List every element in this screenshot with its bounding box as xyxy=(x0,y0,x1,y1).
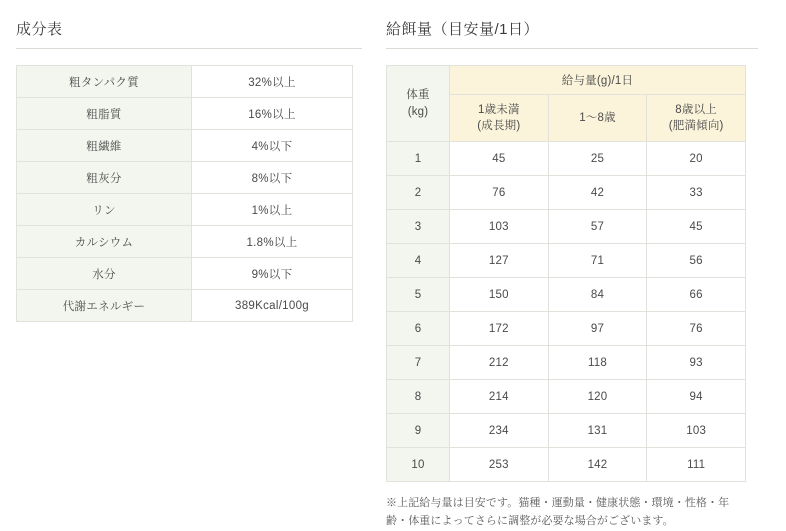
cell-over8: 93 xyxy=(647,346,746,380)
table-row xyxy=(387,414,746,448)
cell-under1: 172 xyxy=(450,312,549,346)
table-row xyxy=(387,312,746,346)
header-amount-span: 給与量(g)/1日 xyxy=(450,66,746,95)
table-row xyxy=(17,194,353,226)
cell-1to8: 131 xyxy=(548,414,647,448)
table-row xyxy=(387,176,746,210)
cell-over8: 94 xyxy=(647,380,746,414)
cell-under1: 214 xyxy=(450,380,549,414)
header-weight-line1: 体重 xyxy=(406,88,430,101)
row-weight: 5 xyxy=(387,278,450,312)
header-age-over8-line2: (肥満傾向) xyxy=(668,120,724,132)
header-weight-line2: (kg) xyxy=(407,105,429,118)
cell-over8: 111 xyxy=(647,448,746,482)
composition-label: 粗繊維 xyxy=(17,130,192,162)
table-row xyxy=(17,226,353,258)
header-age-under1-line1: 1歳未満 xyxy=(477,103,520,116)
row-weight: 8 xyxy=(387,380,450,414)
composition-value: 9%以下 xyxy=(192,258,353,290)
composition-label: カルシウム xyxy=(17,226,192,258)
composition-title: 成分表 xyxy=(16,18,362,49)
composition-value: 4%以下 xyxy=(192,130,353,162)
composition-value: 1%以上 xyxy=(192,194,353,226)
composition-label: 粗脂質 xyxy=(17,98,192,130)
composition-label: 粗タンパク質 xyxy=(17,66,192,98)
row-weight: 9 xyxy=(387,414,450,448)
cell-1to8: 120 xyxy=(548,380,647,414)
cell-over8: 56 xyxy=(647,244,746,278)
composition-value: 1.8%以上 xyxy=(192,226,353,258)
cell-1to8: 142 xyxy=(548,448,647,482)
header-age-under1 xyxy=(450,95,549,142)
cell-over8: 45 xyxy=(647,210,746,244)
row-weight: 6 xyxy=(387,312,450,346)
feeding-note: ※上記給与量は目安です。猫種・運動量・健康状態・環境・性格・年齢・体重によってさらに調整が必要な場合がございます。 xyxy=(386,497,730,527)
row-weight: 4 xyxy=(387,244,450,278)
cell-over8: 20 xyxy=(647,142,746,176)
cell-1to8: 97 xyxy=(548,312,647,346)
table-row xyxy=(387,244,746,278)
table-row xyxy=(387,278,746,312)
composition-label: リン xyxy=(17,194,192,226)
row-weight: 1 xyxy=(387,142,450,176)
row-weight: 3 xyxy=(387,210,450,244)
feeding-table xyxy=(386,65,746,482)
composition-label: 水分 xyxy=(17,258,192,290)
table-row xyxy=(17,162,353,194)
table-row xyxy=(387,210,746,244)
cell-under1: 45 xyxy=(450,142,549,176)
header-age-1to8 xyxy=(548,95,647,142)
table-row xyxy=(387,380,746,414)
composition-value: 32%以上 xyxy=(192,66,353,98)
table-row xyxy=(17,98,353,130)
composition-value: 389Kcal/100g xyxy=(192,290,353,322)
row-weight: 10 xyxy=(387,448,450,482)
composition-section xyxy=(16,18,362,519)
cell-over8: 33 xyxy=(647,176,746,210)
table-row xyxy=(17,130,353,162)
feeding-title: 給餌量（目安量/1日） xyxy=(386,18,758,49)
row-weight: 2 xyxy=(387,176,450,210)
cell-under1: 76 xyxy=(450,176,549,210)
cell-under1: 103 xyxy=(450,210,549,244)
table-row xyxy=(387,142,746,176)
header-age-1to8-line1: 1〜8歳 xyxy=(579,111,616,124)
composition-table xyxy=(16,65,353,322)
table-row xyxy=(387,448,746,482)
cell-1to8: 25 xyxy=(548,142,647,176)
cell-under1: 150 xyxy=(450,278,549,312)
composition-value: 8%以下 xyxy=(192,162,353,194)
cell-over8: 103 xyxy=(647,414,746,448)
cell-under1: 234 xyxy=(450,414,549,448)
cell-1to8: 42 xyxy=(548,176,647,210)
table-row xyxy=(17,290,353,322)
cell-over8: 66 xyxy=(647,278,746,312)
header-age-under1-line2: (成長期) xyxy=(477,120,521,132)
cell-under1: 253 xyxy=(450,448,549,482)
table-row xyxy=(17,66,353,98)
feeding-section xyxy=(386,18,758,527)
header-age-over8-line1: 8歳以上 xyxy=(675,103,717,116)
cell-1to8: 118 xyxy=(548,346,647,380)
cell-1to8: 57 xyxy=(548,210,647,244)
cell-1to8: 71 xyxy=(548,244,647,278)
header-weight xyxy=(387,66,450,142)
composition-value: 16%以上 xyxy=(192,98,353,130)
row-weight: 7 xyxy=(387,346,450,380)
cell-1to8: 84 xyxy=(548,278,647,312)
composition-label: 粗灰分 xyxy=(17,162,192,194)
composition-label: 代謝エネルギー xyxy=(17,290,192,322)
header-age-over8 xyxy=(647,95,746,142)
cell-over8: 76 xyxy=(647,312,746,346)
table-row xyxy=(387,346,746,380)
cell-under1: 212 xyxy=(450,346,549,380)
table-row xyxy=(17,258,353,290)
feeding-header-row-top xyxy=(387,66,746,95)
cell-under1: 127 xyxy=(450,244,549,278)
